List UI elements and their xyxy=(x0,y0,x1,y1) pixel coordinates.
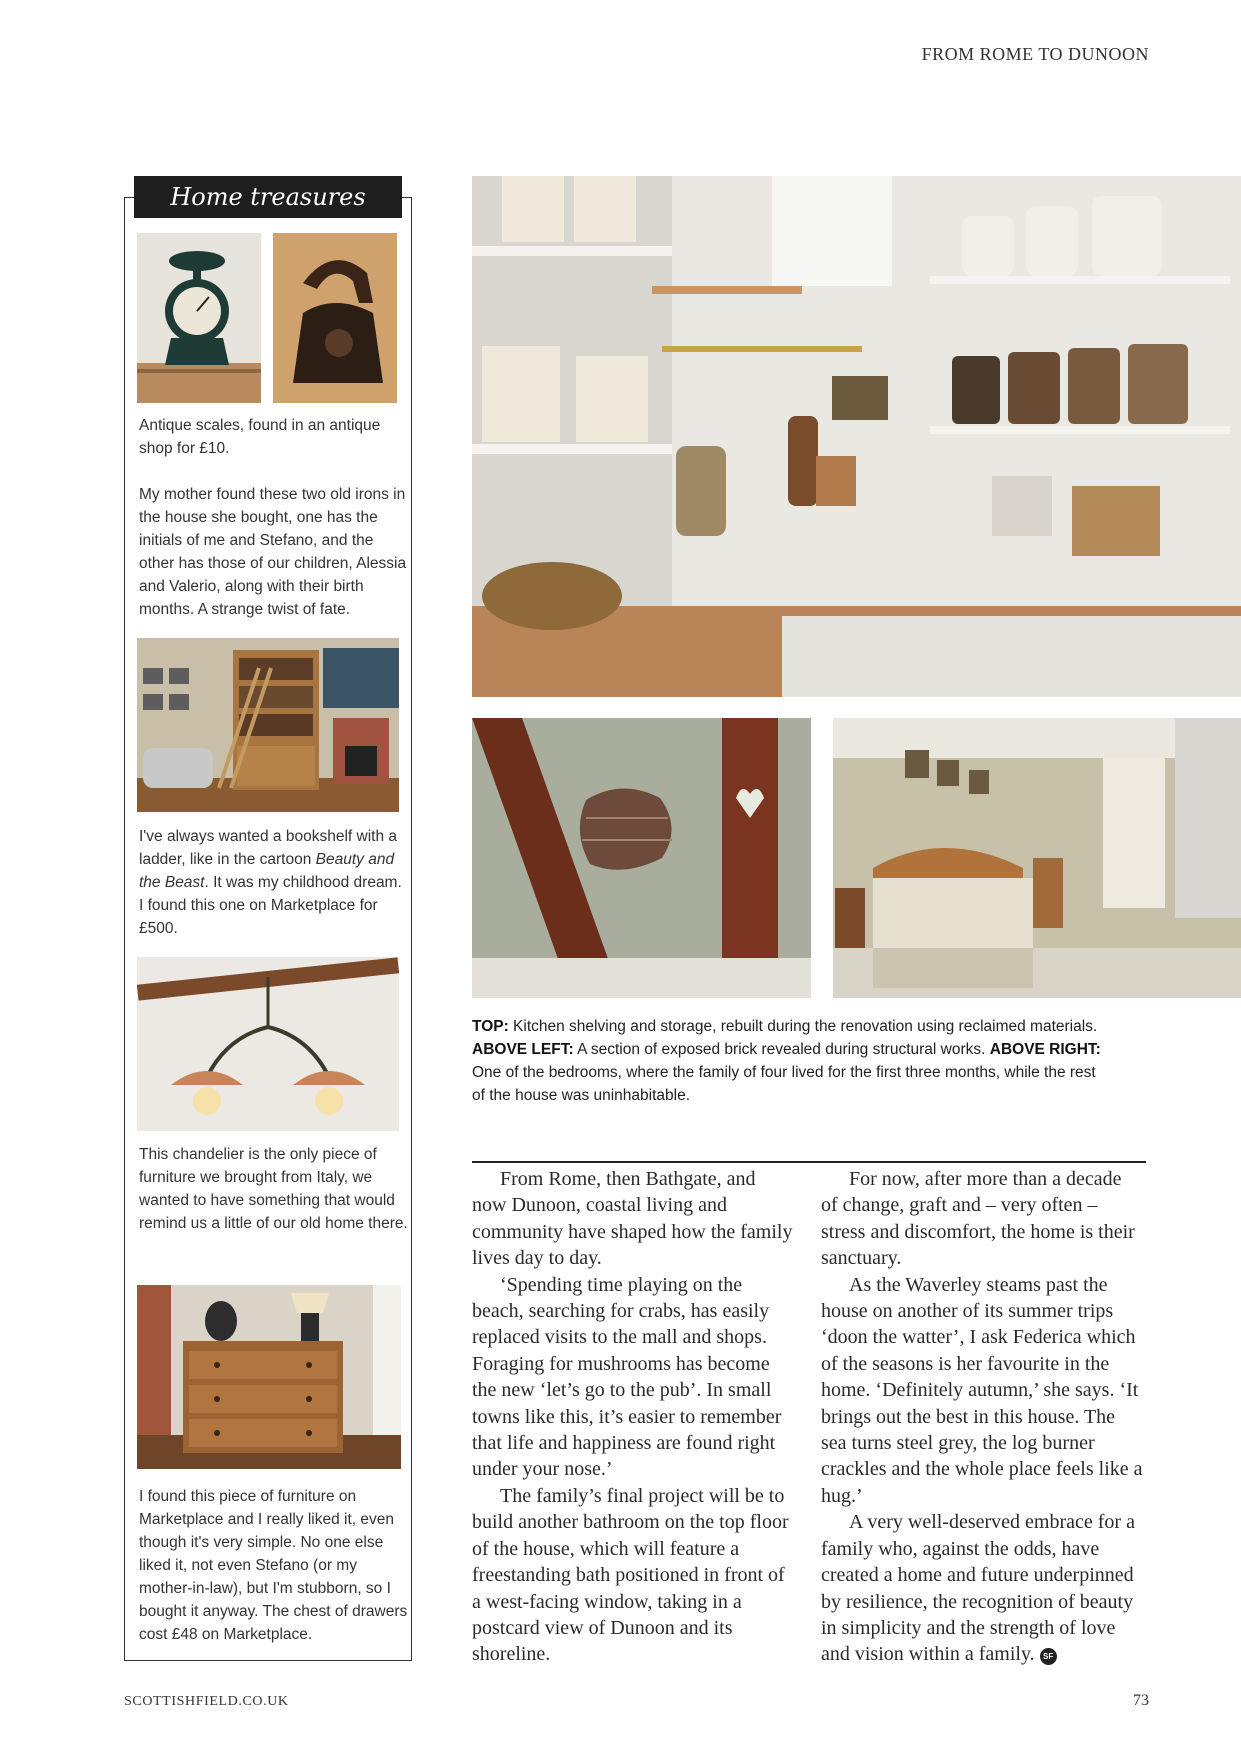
bookshelf-caption: I've always wanted a bookshelf with a ladder, like in the cartoon Beauty and the Beast. It was my childhood dream. I found this one on Marketplace for £500. xyxy=(139,828,402,937)
body-column-2 xyxy=(821,1166,1143,1668)
running-head: FROM ROME TO DUNOON xyxy=(921,44,1149,64)
sidebar-title: Home treasures xyxy=(134,176,402,218)
body-paragraph: For now, after more than a decade of change, graft and – very often – stress and discomfort, the home is their sanctuary. xyxy=(821,1168,1135,1270)
body-paragraph: ‘Spending time playing on the beach, searching for crabs, has easily replaced visits to the mall and shops. Foraging for mushrooms has become the new ‘let’s go to the pub’. In small towns like this, it’s easier to remember that life and happiness are found right under your nose.’ xyxy=(472,1273,782,1481)
body-column-1 xyxy=(472,1166,794,1668)
page-number: 73 xyxy=(1133,1692,1149,1709)
body-paragraph: The family’s final project will be to build another bathroom on the top floor of the house, which will feature a freestanding bath positioned in front of a west-facing window, taking in a postcard view of Dunoon and its shoreline. xyxy=(472,1484,789,1666)
end-mark-icon: SF xyxy=(1040,1648,1057,1665)
antique-scales-image xyxy=(137,233,261,403)
scales-caption: Antique scales, found in an antique shop for £10. My mother found these two old irons in the house she bought, one has the initials of me and Stefano, and the other has those of our children, Alessia and Valerio, along with their birth months. A strange twist of fate. xyxy=(139,417,407,618)
exposed-brick-photo xyxy=(472,718,811,998)
divider-rule xyxy=(472,1161,1146,1163)
chest-caption: I found this piece of furniture on Marketplace and I really liked it, even though it's very simple. No one else liked it, not even Stefano (or my mother-in-law), but I'm stubborn, so I bought it anyway. The chest of drawers cost £48 on Marketplace. xyxy=(139,1488,408,1643)
photo-captions: TOP: Kitchen shelving and storage, rebuilt during the renovation using reclaimed materials. ABOVE LEFT: A section of exposed brick revealed during structural works. ABOVE RIGHT: One of the bedrooms, where the family of four lived for the first three months, while the rest of the house was uninhabitable. xyxy=(472,1018,1101,1104)
footer-website: SCOTTISHFIELD.CO.UK xyxy=(124,1694,289,1709)
chandelier-caption: This chandelier is the only piece of furniture we brought from Italy, we wanted to have something that would remind us a little of our old home there. xyxy=(139,1146,408,1232)
bedroom-photo xyxy=(833,718,1241,998)
body-paragraph: From Rome, then Bathgate, and now Dunoon, coastal living and community have shaped how the family lives day to day. xyxy=(472,1168,793,1270)
chandelier-image xyxy=(137,957,399,1131)
body-paragraph: A very well-deserved embrace for a family who, against the odds, have created a home and future underpinned by resilience, the recognition of beauty in simplicity and the strength of love and vision within a family. SF xyxy=(821,1511,1135,1666)
kitchen-shelving-photo xyxy=(472,176,1241,697)
old-iron-image xyxy=(273,233,397,403)
body-paragraph: As the Waverley steams past the house on another of its summer trips ‘doon the watter’, I ask Federica which of the seasons is her favourite in the home. ‘Definitely autumn,’ she says. ‘It brings out the best in this house. The sea turns steel grey, the log burner crackles and the whole place feels like a hug.’ xyxy=(821,1273,1143,1507)
chest-of-drawers-image xyxy=(137,1285,401,1469)
bookshelf-image xyxy=(137,638,399,812)
